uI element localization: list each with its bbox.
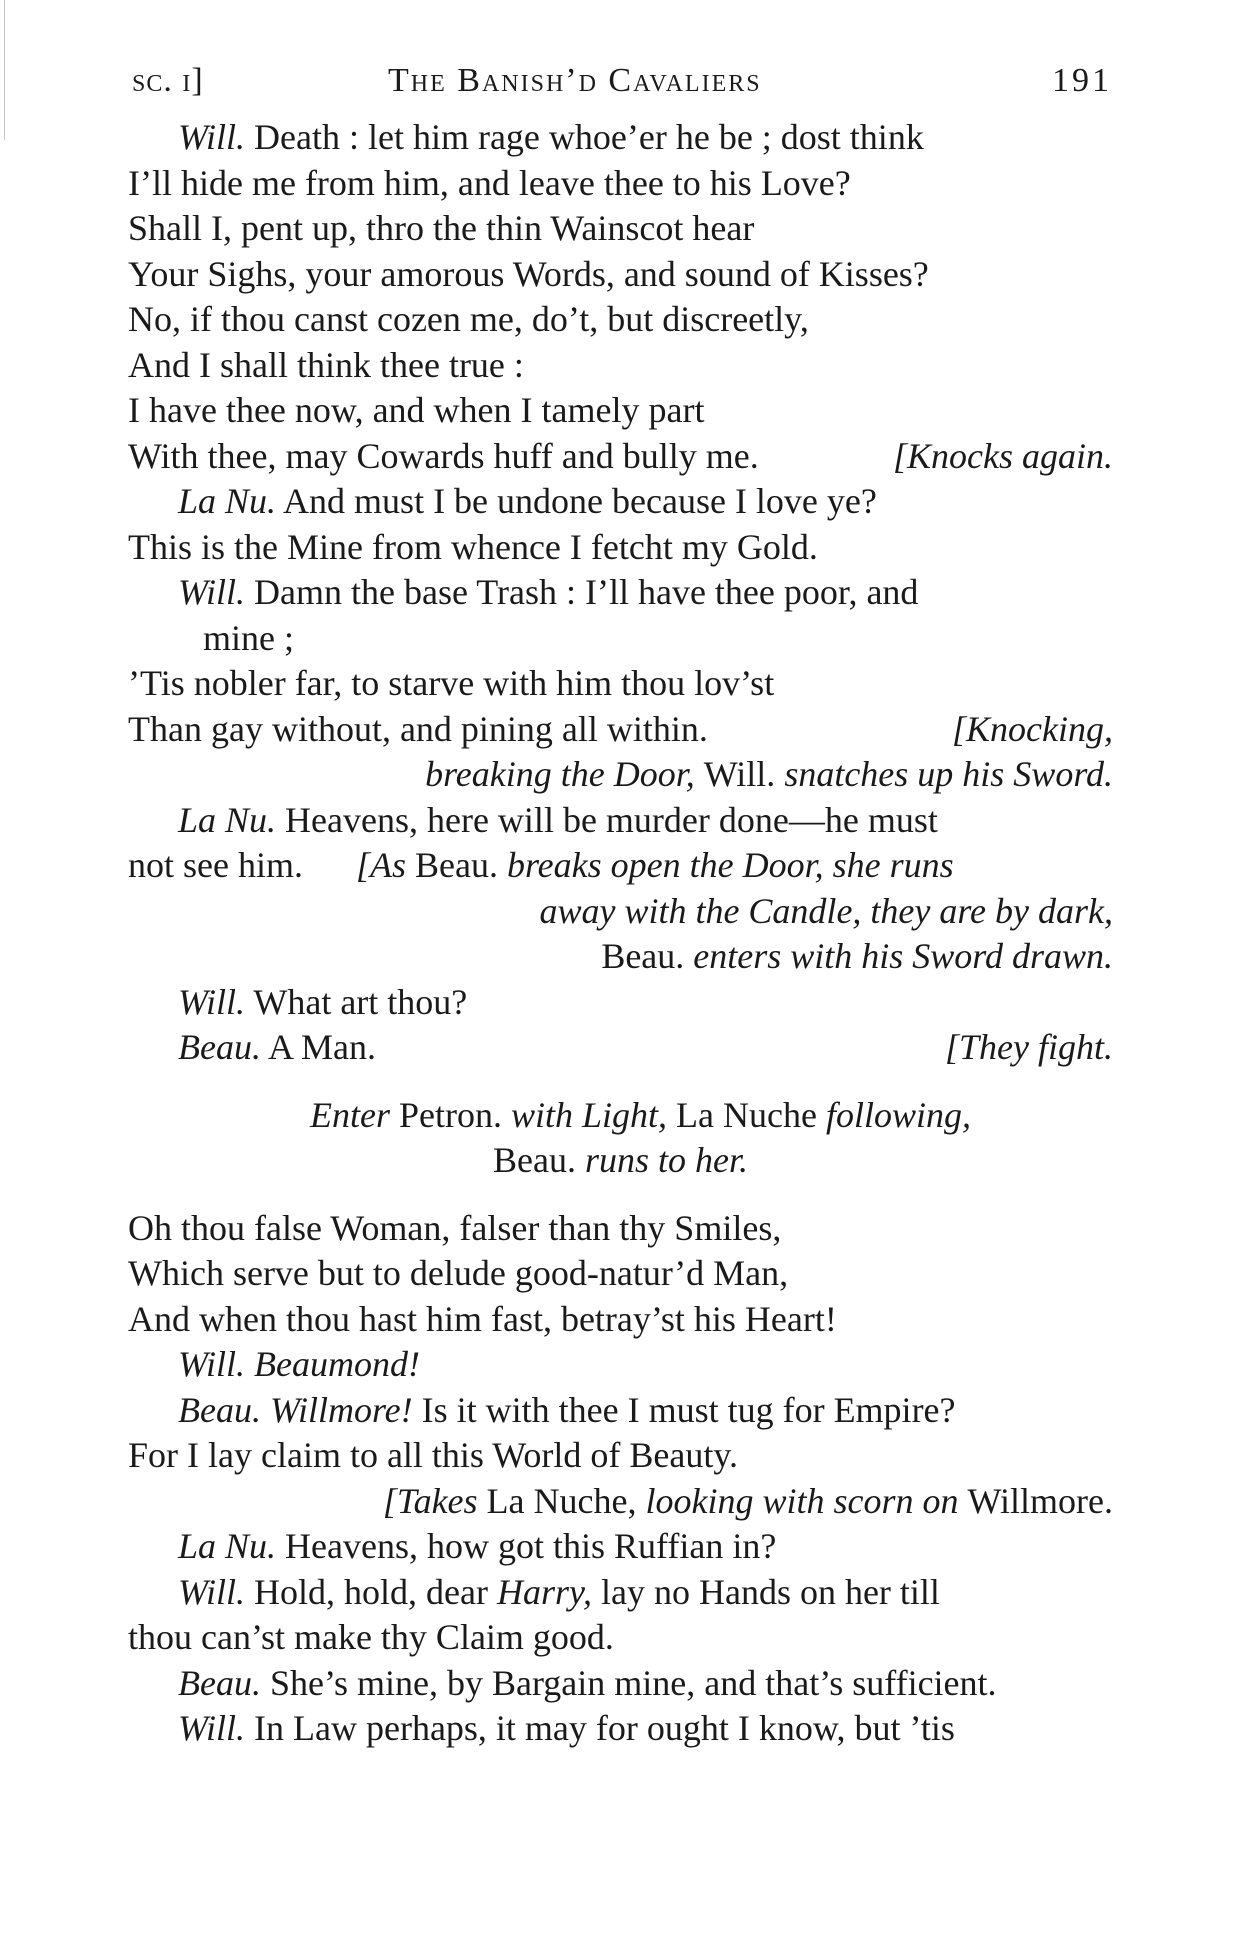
speaker-name: La Nu. [178, 799, 277, 840]
stage-direction: [Knocking, [952, 708, 1113, 749]
running-title: The Banish’d Cavaliers [388, 62, 762, 99]
speech-text: And when thou hast him fast, betray’st his Heart! [128, 1298, 837, 1339]
stage-direction: Enter [310, 1094, 399, 1135]
verse-line [128, 1251, 1113, 1297]
verse-line [128, 1342, 1113, 1388]
stage-direction-line [128, 1479, 1113, 1525]
verse-line [128, 343, 1113, 389]
stage-direction-group [356, 843, 954, 889]
speech-text: ’Tis nobler far, to starve with him thou lov’st [128, 663, 775, 703]
speaker-name: La Nu. [178, 1526, 277, 1566]
speech-text: In Law perhaps, it may for ought I know, but ’tis [245, 1708, 955, 1748]
verse-line [128, 1433, 1113, 1479]
play-text [128, 115, 1113, 1752]
verse-line [128, 388, 1113, 434]
stage-direction: [Knocks again. [893, 435, 1113, 476]
speech-text: Willmore! [260, 1389, 413, 1430]
verse-line [128, 297, 1113, 343]
spacer [128, 1071, 1113, 1093]
verse-line [128, 479, 1113, 525]
stage-direction-line [128, 889, 1113, 935]
verse-line [128, 1388, 1113, 1434]
verse-line [128, 206, 1113, 252]
character-name: Beau. [601, 936, 685, 976]
speech-text: Death : let him rage whoe’er he be ; dost think [245, 117, 924, 157]
character-name: La Nuche, [486, 1480, 637, 1521]
speech-text: With thee, may Cowards huff and bully me. [128, 435, 759, 476]
speech-text: I have thee now, and when I tamely part [128, 390, 705, 430]
stage-direction-line [128, 752, 1113, 798]
entrance-direction [128, 1138, 1113, 1184]
speech-text: Harry, [496, 1571, 592, 1612]
page-edge-scan-marks [4, 0, 25, 140]
speech-text: Damn the base Trash : I’ll have thee poor, and [245, 572, 919, 612]
verse-line [128, 1524, 1113, 1570]
character-name: La Nuche [676, 1094, 817, 1135]
speech-text: What art thou? [245, 981, 468, 1022]
verse-line [128, 434, 1113, 480]
page-number: 191 [1052, 62, 1112, 99]
speech-text: lay no Hands on her till [591, 1571, 940, 1612]
spacer [128, 1184, 1113, 1206]
speaker-name: Beau. [178, 1662, 261, 1703]
verse-line [128, 161, 1113, 207]
verse-line [128, 570, 1113, 616]
section-marker: sc. i] [132, 62, 204, 99]
stage-direction: with Light, [501, 1094, 677, 1135]
verse-line [128, 798, 1113, 844]
speech-text: And I shall think thee true : [128, 344, 524, 385]
speech-text: For I lay claim to all this World of Beauty. [128, 1435, 738, 1475]
stage-direction: [They fight. [945, 1027, 1113, 1067]
verse-line [128, 115, 1113, 161]
character-name: Will. [703, 754, 776, 794]
speech-text: Heavens, here will be murder done—he must [276, 799, 938, 840]
speech-text: Oh thou false Woman, falser than thy Smiles, [128, 1207, 782, 1248]
speech-text: not see him. [128, 845, 303, 885]
speech-text: Beaumond! [245, 1344, 420, 1384]
running-header [132, 62, 1112, 112]
speaker-name: Will. [178, 1571, 246, 1612]
speaker-name: Will. [178, 981, 246, 1022]
speaker-name: Beau. [178, 1389, 261, 1430]
verse-line [128, 843, 1113, 889]
speech-text: Than gay without, and pining all within. [128, 708, 708, 749]
stage-direction: [As [356, 845, 416, 885]
stage-direction: looking with scorn on [636, 1480, 968, 1521]
speech-text: A Man. [260, 1027, 376, 1067]
verse-line [128, 1297, 1113, 1343]
verse-line [128, 1025, 1113, 1071]
verse-line [128, 1570, 1113, 1616]
verse-line [128, 1706, 1113, 1752]
character-name: Beau. [493, 1140, 576, 1180]
speech-text: Is it with thee I must tug for Empire? [412, 1389, 956, 1430]
stage-direction: away with the Candle, they are by dark, [539, 890, 1113, 931]
stage-direction: breaking the Door, [425, 754, 704, 794]
verse-line [128, 661, 1113, 707]
speaker-name: Will. [178, 572, 246, 612]
verse-line [128, 252, 1113, 298]
entrance-direction [128, 1093, 1113, 1139]
speaker-name: Will. [178, 1344, 246, 1384]
speech-text: mine ; [203, 617, 294, 658]
speech-text: Shall I, pent up, thro the thin Wainscot hear [128, 208, 755, 248]
speaker-name: Will. [178, 117, 246, 157]
speech-text: I’ll hide me from him, and leave thee to his Love? [128, 162, 851, 203]
speech-text: Which serve but to delude good-natur’d Man, [128, 1253, 789, 1293]
speech-text: thou can’st make thy Claim good. [128, 1617, 614, 1657]
speaker-name: Will. [178, 1708, 246, 1748]
verse-line [128, 1206, 1113, 1252]
verse-line [128, 707, 1113, 753]
speech-text: This is the Mine from whence I fetcht my Gold. [128, 526, 818, 567]
speech-text: And must I be undone because I love ye? [276, 481, 877, 521]
verse-line [128, 1661, 1113, 1707]
speaker-name: La Nu. [178, 481, 277, 521]
verse-line [128, 1615, 1113, 1661]
speech-text: Your Sighs, your amorous Words, and sound of Kisses? [128, 253, 929, 294]
character-name: Beau. [415, 845, 498, 885]
stage-direction-line [128, 934, 1113, 980]
verse-line [128, 525, 1113, 571]
stage-direction: enters with his Sword drawn. [684, 936, 1113, 976]
character-name: Willmore. [967, 1480, 1113, 1521]
speech-text: Hold, hold, dear [245, 1571, 497, 1612]
verse-line [128, 980, 1113, 1026]
stage-direction: [Takes [382, 1480, 487, 1521]
stage-direction: following, [816, 1094, 971, 1135]
speech-text: Heavens, how got this Ruffian in? [276, 1526, 777, 1566]
speaker-name: Beau. [178, 1027, 261, 1067]
stage-direction: snatches up his Sword. [775, 754, 1113, 794]
stage-direction: runs to her. [575, 1140, 748, 1180]
verse-line [128, 616, 1113, 662]
character-name: Petron. [398, 1094, 502, 1135]
stage-direction: breaks open the Door, she runs [497, 845, 954, 885]
speech-text: No, if thou canst cozen me, do’t, but discreetly, [128, 299, 809, 339]
speech-text: She’s mine, by Bargain mine, and that’s sufficient. [260, 1662, 997, 1703]
